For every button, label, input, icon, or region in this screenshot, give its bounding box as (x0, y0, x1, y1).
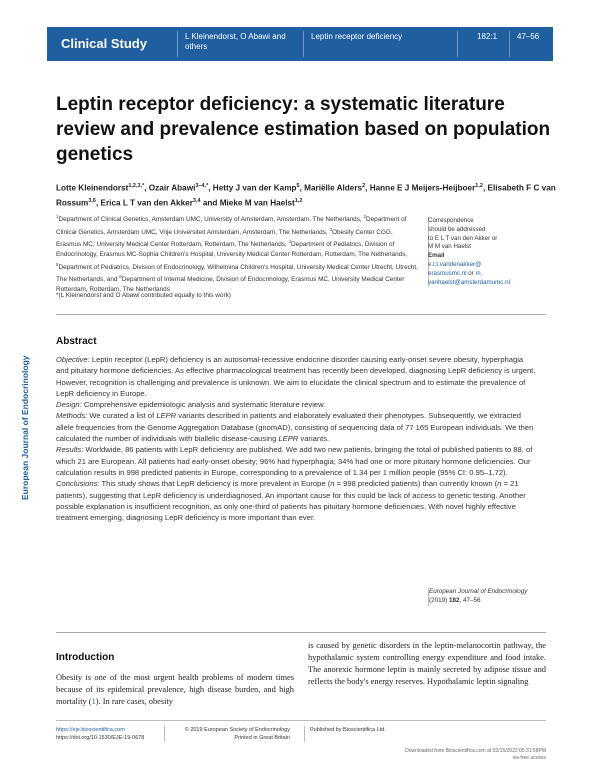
affiliation-number: 5 (56, 261, 59, 267)
intro-heading: Introduction (56, 652, 115, 663)
affiliation-number: 2 (363, 214, 366, 219)
affiliation-number: 1 (56, 214, 59, 219)
affiliation-number: 6 (119, 274, 122, 280)
reference-link[interactable]: 1 (91, 697, 96, 706)
section-label: Clinical Study (61, 36, 147, 51)
header-issue: 182:1 (477, 32, 498, 41)
intro-right-column: is caused by genetic disorders in the leptin-melanocortin pathway, the hypothalamic system controlling energy expenditure and food intake. The anorexic hormone leptin is mainly secreted by adipose tissue and reflects the body's energy reserves. Hypothalamic leptin signaling (308, 641, 546, 686)
abstract-design: Design: Comprehensive epidemiologic analysis and systematic literature review. (56, 400, 326, 410)
doi-link[interactable]: https://doi.org/10.1530/EJE-19-0678 (56, 734, 145, 741)
abstract-conclusions: Conclusions: This study shows that LepR deficiency is more prevalent in Europe (n = 998 predicted patients) than currently known (n = 21 patients), suggesting that LepR deficiency is underdiagnosed. An important cause for this could be lack of access to genetic testing. Another possible explanation is insufficient recognition, as only one-third of patients has pituitary hormone deficiencies. With novel highly effective treatment emerging, diagnosing LepR deficiency is more important than ever. (56, 479, 526, 523)
equal-contribution-note: *(L Kleinendorst and O Abawi contributed equally to this work) (56, 292, 231, 299)
affiliation-text: Obesity Center CGG, Erasmus MC, University Medical Center Rotterdam, Rotterdam, The Netherlands, (56, 228, 393, 249)
article-title: Leptin receptor deficiency: a systematic literature review and prevalence estimation based on population genetics (56, 94, 551, 165)
author-affiliation-marker: 3,4 (192, 197, 201, 204)
abstract-heading: Abstract (56, 336, 97, 347)
citation-journal: European Journal of Endocrinology (429, 588, 528, 595)
author-affiliation-marker: 3–4,* (195, 183, 209, 189)
author-name: Hetty J van der Kamp (212, 183, 297, 193)
footer-divider (56, 720, 546, 721)
footer-links (56, 727, 144, 742)
footer-publisher: Published by Bioscientifica Ltd. (310, 727, 386, 733)
footer-copyright: © 2019 European Society of Endocrinology Printed in Great Britain (184, 727, 290, 741)
author-name: Erica L T van den Akker (100, 198, 193, 208)
footer-divider-vertical (304, 726, 305, 742)
divider (56, 314, 546, 315)
divider (56, 632, 546, 633)
header-pages: 47–56 (517, 32, 540, 41)
affiliation-text: Department of Internal Medicine, Division of Endocrinology, Erasmus MC, University Medical Center Rotterdam, Rotterdam, The Netherlands (56, 276, 405, 294)
abstract-results: Results: Worldwide, 86 patients with LepR deficiency are published. We add two new patients, bringing the total of published patients to 88, of which 21 are European. All patients had early-onset obesity; 96% had hyperphagia; 34% had one or more pituitary hormone deficiencies. Our calculation results in 998 predicted patients in Europe, corresponding to a prevalence of 1.34 per 1 million people (95% CI: 0.95–1.72). (56, 445, 533, 477)
citation-line: (2019) 182, 47–56 (429, 596, 481, 604)
author-name: Elisabeth F C van Rossum (56, 183, 556, 208)
abstract-body (56, 354, 536, 523)
corr-line: Correspondence (428, 217, 474, 224)
corr-line: to E L T van den Akker or (428, 234, 498, 242)
author-affiliation-marker: 1,2,3,* (128, 183, 145, 189)
corr-line: should be addressed (428, 225, 486, 233)
affiliation-text: Department of Pediatrics, Division of Endocrinology, Wilhelmina Children's Hospital, University Medical Center Utrecht, Utrecht, The Netherlands, and (56, 263, 418, 284)
author-affiliation-marker: 1,2 (294, 197, 303, 204)
email-link[interactable]: vanhaelst@amsterdamumc.nl (428, 278, 510, 286)
email-link[interactable]: e.l.t.vandenakker@ (428, 260, 482, 268)
affiliation-number: 4 (288, 239, 292, 245)
footer-divider-vertical (164, 726, 165, 742)
email-link[interactable]: m. (475, 269, 483, 277)
author-name: Ozair Abawi (148, 183, 196, 193)
header-authors: L Kleinendorst, O Abawi and others (185, 32, 286, 51)
intro-left-column: Obesity is one of the most urgent health problems of modern times because of its epidemical prevalence, high disease burden, and high mortality (1). In rare cases, obesity (56, 673, 294, 706)
download-stamp: Downloaded from Bioscientifica.com at 02/15/2022 05:31:58PM via free access (405, 748, 546, 761)
header-short-title: Leptin receptor deficiency (311, 32, 403, 41)
author-affiliation-marker: 2 (362, 183, 366, 189)
author-affiliation-marker: 1,2 (475, 183, 483, 189)
affiliations (56, 212, 418, 295)
author-affiliation-marker: 3,6 (88, 197, 96, 204)
email-link[interactable]: erasmusmc.nl (428, 269, 467, 277)
author-name: Mariëlle Alders (304, 183, 363, 193)
citation-box (428, 588, 545, 606)
correspondence-box (428, 217, 545, 287)
affiliation-number: 3 (329, 226, 332, 232)
author-name: Hanne E J Meijers-Heijboer (369, 183, 476, 193)
corr-line: M M van Haelst (428, 243, 471, 251)
journal-header-bar (47, 27, 553, 61)
author-name: Mieke M van Haelst (219, 198, 295, 208)
header-divider (457, 31, 458, 57)
abstract-objective: Objective: Leptin receptor (LepR) deficiency is an autosomal-recessive endocrine disorder causing early-onset severe obesity, hyperphagia and pituitary hormone deficiencies. As effective pharmacological treatment has recently been developed, diagnosing LepR deficiency is urgent. However, recognition is challenging and prevalence is unknown. We aim to elucidate the clinical spectrum and to estimate the prevalence of LepR deficiency in Europe. (56, 355, 536, 398)
header-divider (177, 31, 178, 57)
affiliation-text: Department of Clinical Genetics, Amsterdam UMC, University of Amsterdam, Amsterdam, The Netherlands, (58, 216, 364, 224)
email-label: Email (428, 252, 445, 260)
affiliation-text: Department of Pediatrics, Division of Endocrinology, Erasmus MC-Sophia Children's Hospital, University Medical Center Rotterdam, Rotterdam, The Netherlands, (56, 241, 408, 259)
header-divider (509, 31, 510, 57)
journal-url-link[interactable]: https://eje.bioscientifica.com (56, 727, 125, 733)
side-journal-name: European Journal of Endocrinology (20, 355, 30, 500)
header-divider (303, 31, 304, 57)
email-or: or (466, 269, 476, 277)
author-name: Lotte Kleinendorst (56, 183, 129, 193)
author-list: Lotte Kleinendorst$^{1,2,3,*}$, Ozair Abawi$^{3-4,*}$, Hetty J van der Kamp$^5$, Mariëlle Alders$^2$, Hanne E J Meijers-Heijboer$^{1,2}$, Elisabeth F C van Rossum$^{3,6}$, Erica L T van den Akker$^{3,4}$ and Mieke M van Haelst$^{1,2}$ (56, 183, 556, 208)
author-affiliation-marker: 5 (296, 183, 300, 189)
affiliation-text: Department of Clinical Genetics, Amsterdam UMC, Vrije Universiteit Amsterdam, Amsterdam, The Netherlands, (56, 216, 407, 236)
abstract-methods: Methods: We curated a list of LEPR variants described in patients and elaborately evaluated their phenotypes. Subsequently, we extracted allele frequencies from the Genome Aggregation Database (gnomAD), consisting of sequencing data of 77 165 European individuals. We then calculated the number of individuals with biallelic disease-causing LEPR variants. (56, 411, 534, 444)
